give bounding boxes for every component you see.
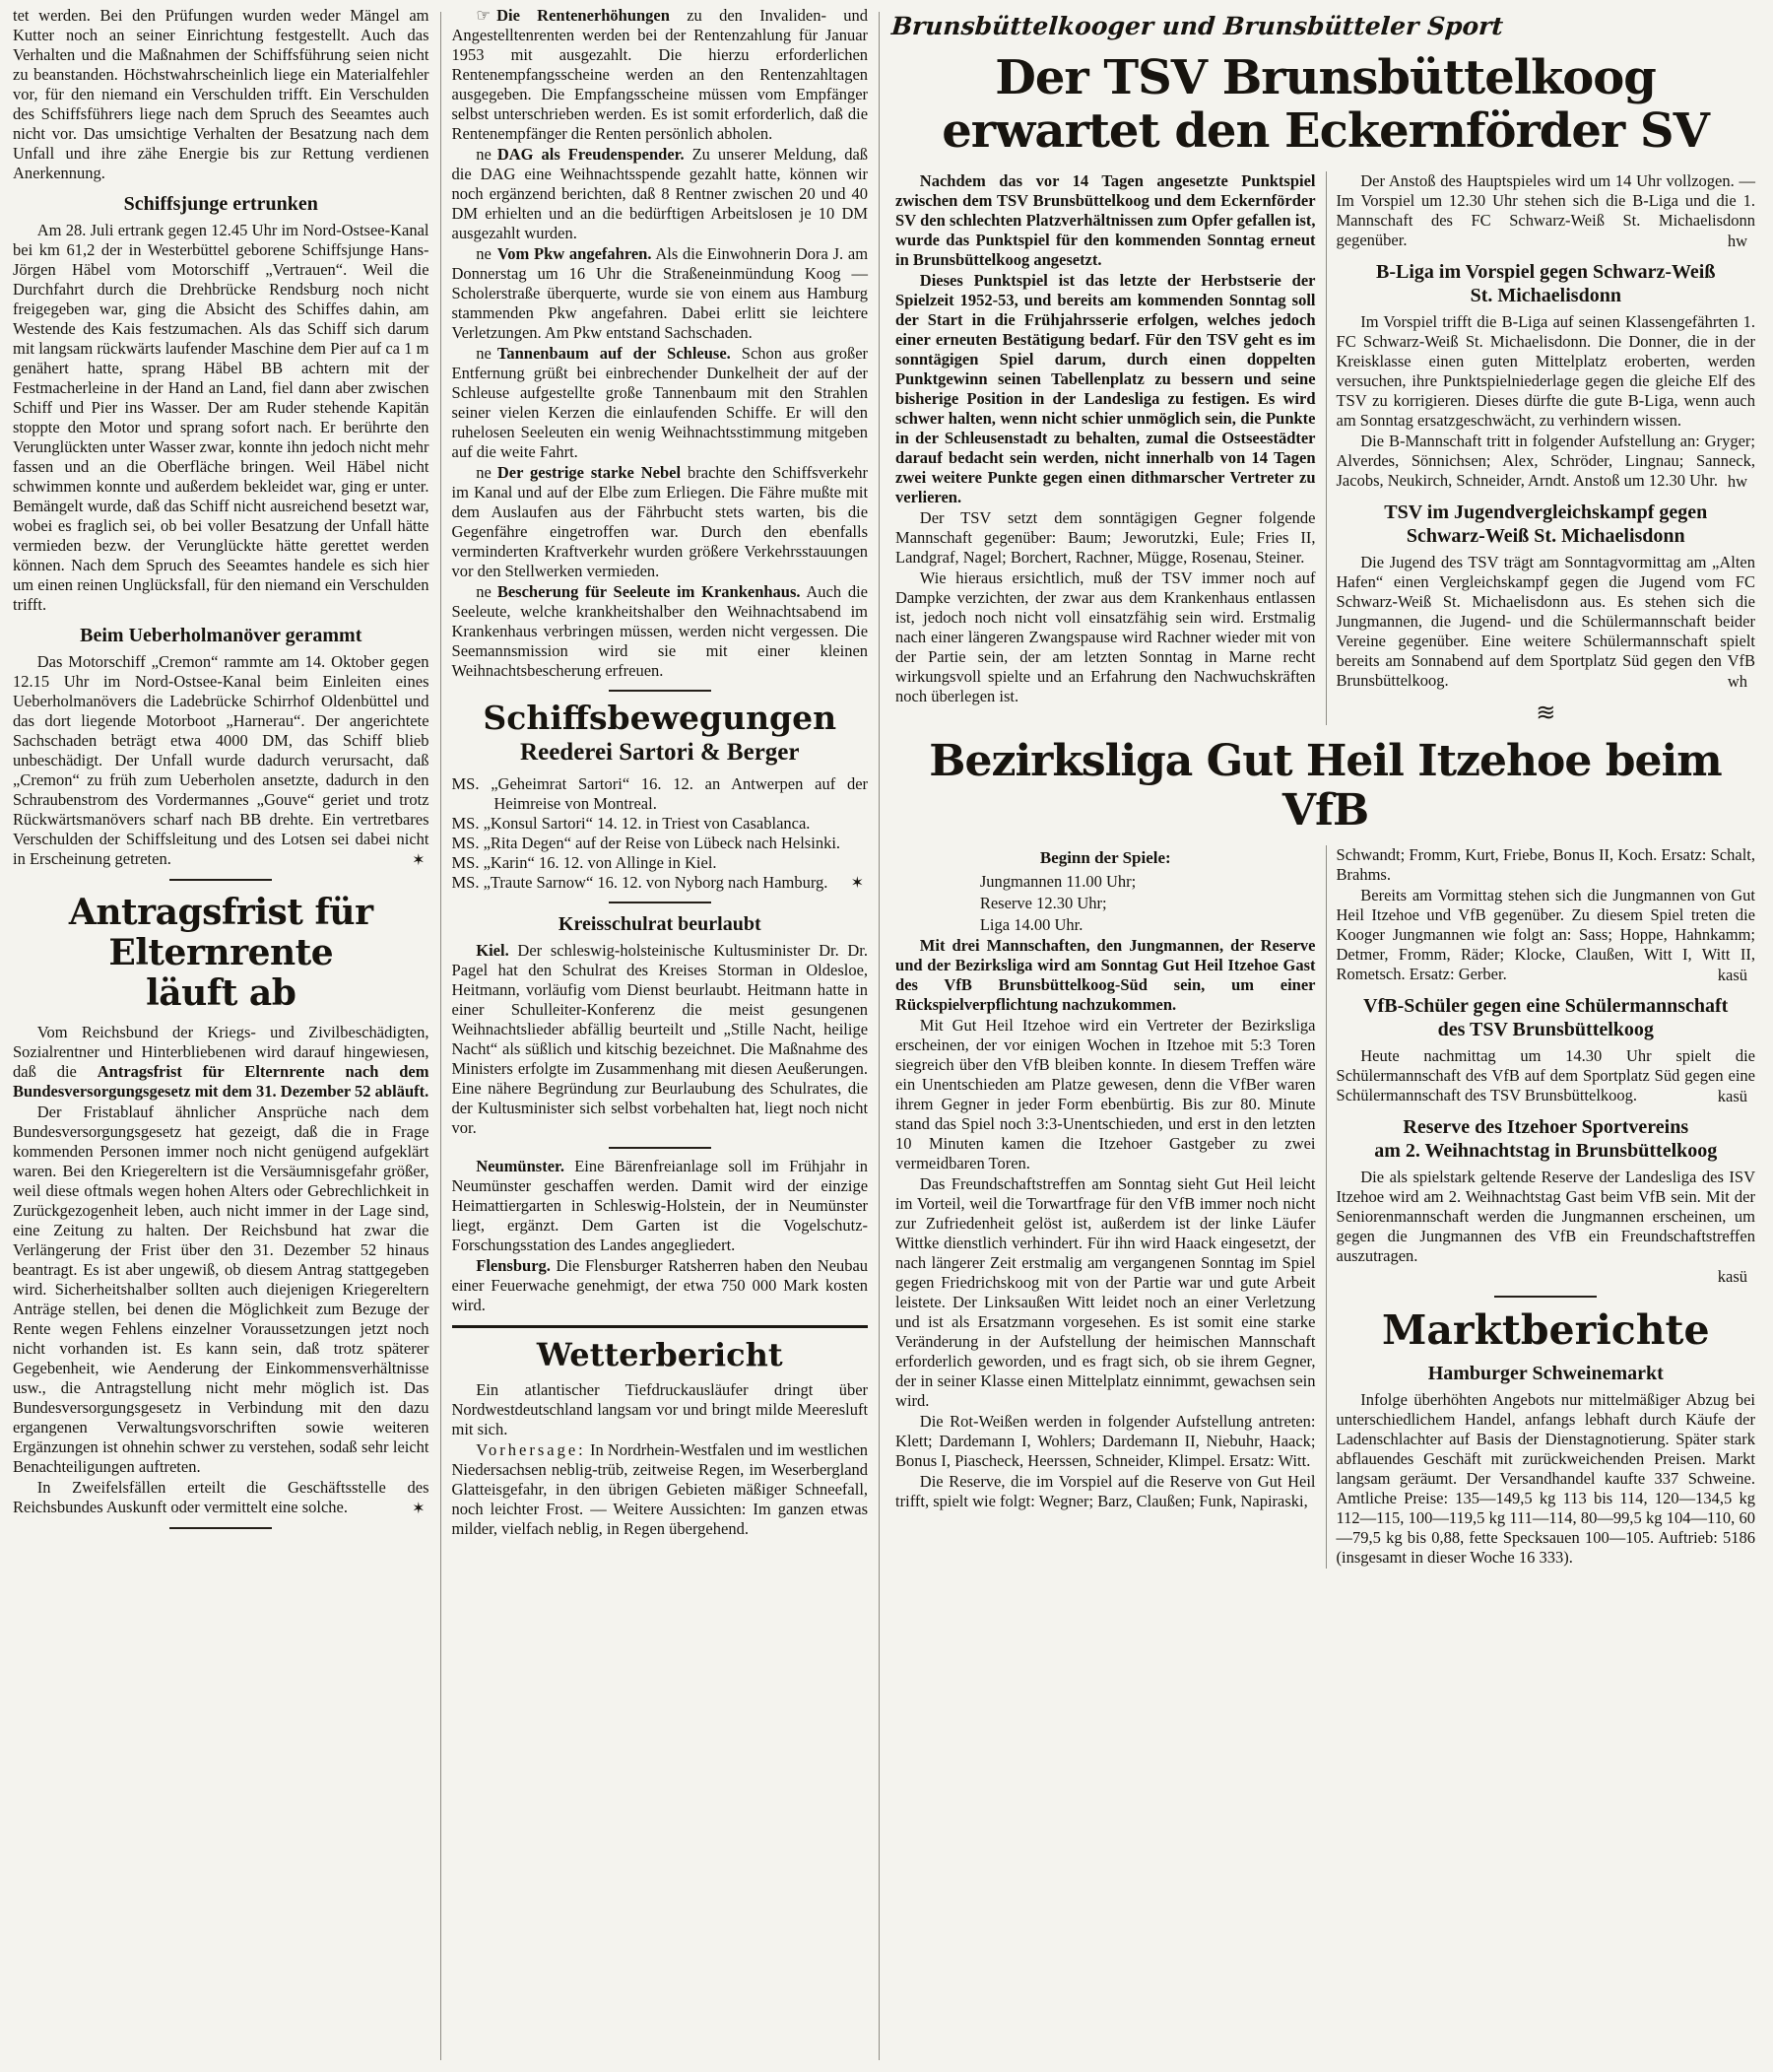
tsv-paragraph-4: Wie hieraus ersichtlich, muß der TSV immer noch auf Dampke verzichten, der zwar aus dem Krankenhaus entlassen ist, jedoch noch nicht voll einsatzfähig sein wird. Erstmalig nach einer längeren Zwangspause wird Rachner wieder mit von der Partie sein, der am letzten Sonntag in Marne recht wirkungsvoll spielte und an Erfahrung den Nachwuchskräften noch überlegen ist. [895,568,1316,705]
news-item-neumuenster [452,1157,869,1255]
sport-section-masthead: Brunsbüttelkooger und Brunsbütteler Sport [890,12,1505,40]
correspondent-signature: hw [1727,232,1747,250]
sport-headline-line1: Der TSV Brunsbüttelkoog [995,50,1656,105]
news-item-rentenerhoehungen [452,6,869,144]
article-text: Der schleswig-holsteinische Kultusminister Dr. Dr. Pagel hat den Schulrat des Kreises Storman in Oldesloe, Heitmann, vorläufig vom Dienst beurlaubt. Heitmann hatte in einer Schulleiter-Konferenz die meist gesungenen Weihnachtslieder abfällig beurteilt und „Stille Nacht, heilige Nacht“ als süßlich und kitschig bezeichnet. Die Maßnahme des Ministers erfolgte im Zusammenhang mit diesen Aeußerungen. Eine nähere Begründung zur Beurlaubung des Schulrates, die der Kultusminister sich selbst vorbehalten hat, liegt noch nicht vor. [451,941,869,1137]
title-line: des TSV Brunsbüttelkoog [1437,1019,1654,1040]
column-rule [440,12,441,2060]
correspondent-signature: wh [1727,672,1747,691]
dateline: Flensburg. [476,1256,551,1275]
article-title-schiffsjunge: Schiffsjunge ertrunken [123,193,318,215]
news-lead: Tannenbaum auf der Schleuse. [496,344,731,363]
column-3-lower [886,845,1325,1569]
dateline: Kiel. [476,941,509,960]
news-text: Eine Bärenfreianlage soll im Frühjahr in Neumünster geschaffen werden. Damit wird der einzige Heimattiergarten in Schleswig-Holstein, der in Neumünster liegt, ergänzt. Dem Garten ist die Vogelschutz-Forschungsstation des Landes angegliedert. [451,1157,869,1254]
title-line: TSV im Jugendvergleichskampf gegen [1384,501,1708,523]
heavy-rule [452,1325,869,1328]
column-rule [879,12,880,2060]
correspondent-signature: kasü [1717,966,1747,984]
marktberichte-body: Infolge überhöhten Angebots nur mittelmäßiger Abzug bei unterschiedlichem Handel, anfangs lebhaft durch Käufe der Ladenschlachter auf Basis der Dienstagnotierung. Später stark abflauendes Geschäft mit zurückweichenden Preisen. Markt langsam geräumt. Der Versandhandel kaufte 337 Schweine. Amtliche Preise: 135—149,5 kg 113 bis 114, 120—134,5 kg 112—115, 100—119,5 kg 111—114, 80—99,5 kg 104—110, 60—79,5 kg bis 0,88, fette Specksauen 100—105. Auftrieb: 5186 (insgesamt in dieser Woche 16 333). [1336,1390,1755,1567]
star-ornament-icon: ✶ [412,850,426,869]
news-item-bescherung [452,582,869,681]
match-times-title: Beginn der Spiele: [1039,848,1171,867]
match-time: Jungmannen 11.00 Uhr; [979,872,1137,891]
elternrente-paragraph-2: Der Fristablauf ähnlicher Ansprüche nach dem Bundesversorgungsgesetz hat gezeigt, daß die in Frage kommenden Personen immer noch nicht genügend aufgeklärt waren. Bei den Kriegereltern ist die Versäumnisgefahr größer, weil diese oftmals wegen hohen Alters oder Gebrechlichkeit in Zurückgezogenheit leben, auch nicht immer in der Lage sind, eine Zeitung zu halten. Der Reichsbund hat zwar die Verlängerung der Frist über den 31. Dezember 52 hinaus beantragt. Es ist aber ungewiß, ob diesem Antrag stattgegeben wird. Sicherheitshalber sollten auch diejenigen Kriegereltern Anträge stellen, bei denen die Möglichkeit zum Bezuge der Rente wegen Fehlens einzelner Voraussetzungen jetzt noch nicht vorhanden ist. Es kann sein, daß trotz späterer Gegebenheit, wie Aenderung der Einkommensverhältnisse usw., die Antragstellung nicht mehr möglich ist. Das Bundesversorgungsgesetz in Verbindung mit den dazu ergangenen Verwaltungsvorschriften sowie weiteren Ergänzungen ist ohnehin schwer zu verstehen, sodaß sehr leicht Benachteiligungen auftreten. [13,1103,429,1476]
news-text: brachte den Schiffsverkehr im Kanal und auf der Elbe zum Erliegen. Die Fähre mußte mit dem Auslaufen aus der Fährbucht stets warten, bis die Gegenfähre eingetroffen war. Durch den ebenfalls verminderten Kraftverkehr wurden größere Verkehrsstauungen vor den Stellwerken vermieden. [451,463,869,580]
column-4 [1326,171,1765,725]
section-divider [609,902,711,903]
ship-movement-item: MS. „Geheimrat Sartori“ 16. 12. an Antwerpen auf der Heimreise von Montreal. [451,774,869,813]
news-text: Auch die Seeleute, welche krankheitshalber den Weihnachtsabend im Krankenhaus verbringen müssen, werden nicht vergessen. Die Seemannsmission wird sie mit einer kleinen Weihnachtsbescherung erfreuen. [451,582,869,680]
weather-text: In Nordrhein-Westfalen und im westlichen Niedersachsen neblig-trüb, zeitweise Regen, im Weserbergland Glatteisgefahr, in den übrigen Gebieten mäßiger Schneefall, noch leichter Frost. — Weitere Aussichten: Im ganzen etwas milder, vielfach neblig, in Regen übergehend. [451,1440,869,1538]
weather-forecast-lead: Vorhersage: [476,1440,586,1459]
news-text: zu den Invaliden- und Angestelltenrenten werden bei der Rentenzahlung für Januar 1953 mit ausgezahlt. Die hierzu erforderlichen Rentenempfangsscheine werden an den Rentenzahltagen ausgegeben. Die Empfangsscheine müssen vom Empfänger selbst unterschrieben werden. Es ist somit erforderlich, daß die Rentenempfänger die Renten persönlich abholen. [451,6,869,143]
news-item-pkw [452,244,869,343]
pointer-ornament-icon: ☞ [476,6,492,25]
news-item-tannenbaum [452,344,869,462]
column-1 [4,6,438,2066]
article-body-kreisschulrat [452,941,869,1138]
news-item-flensburg [452,1256,869,1315]
article-title-ueberholmanoever: Beim Ueberholmanöver gerammt [80,625,362,646]
vfb-schueler-paragraph: Heute nachmittag um 14.30 Uhr spielt die Schülermannschaft des VfB auf dem Sportplatz Süd gegen eine Schülermannschaft des TSV Brunsbüttelkoog. [1336,1046,1755,1104]
column-4-lower [1326,845,1765,1569]
column-3 [886,171,1325,725]
jugend-paragraph: Die Jugend des TSV trägt am Sonntagvormittag am „Alten Hafen“ einen Vergleichskampf gegen die Jugend vom FC Schwarz-Weiß St. Michaelisdonn aus. Es stehen sich die Jungmannen, die Jugend- und die Schülermannschaft beider Vereine gegenüber. Eine weitere Schülermannschaft spielt bereits am Sonnabend auf dem Sportplatz Süd gegen den VfB Brunsbüttelkoog. [1336,553,1755,690]
tsv-lineup-paragraph: Der TSV setzt dem sonntägigen Gegner folgende Mannschaft gegenüber: Baum; Jeworutzki, Eule; Fries II, Landgraf, Nagel; Borchert, Rachner, Mügge, Rosenau, Steiner. [895,508,1316,567]
article-body-ueberholmanoever: Das Motorschiff „Cremon“ rammte am 14. Oktober gegen 12.15 Uhr im Nord-Ostsee-Kanal beim Einleiten eines Ueberholmanövers die Ladebrücke Schirrhof Oldenbüttel und das dort liegende Motorboot „Harnerau“. Der angerichtete Sachschaden beträgt etwa 4000 DM, das Schiff blieb unbeschädigt. Der Unfall wurde dadurch verursacht, daß „Cremon“ zu früh zum Ueberholen ansetzte, dadurch in den Schraubenstrom des Vordermannes „Gouve“ geriet und trotz Rückwärtsmanövers scharf nach BB drehte. Ein vertretbares Verschulden der Schiffsleitung und des Lotsen sei dabei nicht in Erscheinung getreten. [13,652,429,868]
section-title-marktberichte: Marktberichte [1381,1306,1710,1354]
subtitle-schweinemarkt: Hamburger Schweinemarkt [1427,1363,1664,1384]
title-line: Schwarz-Weiß St. Michaelisdonn [1406,525,1685,547]
news-text: Schon aus großer Entfernung grüßt bei einbrechender Dunkelheit der auf der Schleuse aufgestellte große Tannenbaum mit den Strahlen seiner vielen Kerzen die einlaufenden Schiffe. Er will den ruhelosen Seeleuten ein wenig Weihnachtsstimmung mitgeben auf die weite Fahrt. [451,344,869,461]
title-line: Reserve des Itzehoer Sportvereins [1403,1116,1689,1138]
anstoss-paragraph: Der Anstoß des Hauptspieles wird um 14 Uhr vollzogen. — Im Vorspiel um 12.30 Uhr stehen sich die B-Liga und die 1. Mannschaft des FC Schwarz-Weiß St. Michaelisdonn gegenüber. [1336,171,1755,249]
match-time: Liga 14.00 Uhr. [979,915,1084,934]
title-line: B-Liga im Vorspiel gegen Schwarz-Weiß [1376,261,1716,283]
correspondent-signature: kasü [1717,1087,1747,1105]
sport-section [882,6,1769,2066]
weather-paragraph-2 [452,1440,869,1539]
news-item-nebel [452,463,869,581]
match-time: Reserve 12.30 Uhr; [979,894,1107,912]
seeamt-article-continuation: tet werden. Bei den Prüfungen wurden weder Mängel am Kutter noch an seiner Einrichtung festgestellt. Auch das Verhalten und die Maßnahmen der Schiffsführung seien nicht zu beanstanden. Höchstwahrscheinlich liege ein Materialfehler vor, für den niemand ein Verschulden trifft. Ein Verschulden des Schiffsführers liege nach dem Spruch des Seeamtes auch nicht vor. Das umsichtige Verhalten der Besatzung nach dem Unfall und ihre zähe Energie bis zur Rettung verdienen Anerkennung. [13,6,429,182]
article-title-elternrente-line1: Antragsfrist für Elternrente [68,892,373,973]
news-lead: Der gestrige starke Nebel [496,463,682,482]
title-line: St. Michaelisdonn [1470,285,1621,306]
article-title-elternrente [13,893,429,1014]
news-lead: DAG als Freudenspender. [496,145,685,164]
b-liga-lineup-paragraph: Die B-Mannschaft tritt in folgender Aufstellung an: Gryger; Alverdes, Sönnichsen; Alex, Schröder, Lingnau; Sanneck, Jacobs, Neukirch, Schneider, Arndt. Anstoß um 12.30 Uhr. [1336,432,1755,490]
news-lead: Die Rentenerhöhungen [496,6,670,25]
sport-headline-line2: erwartet den Eckernförder SV [942,103,1709,159]
correspondent-signature: hw [1727,472,1747,491]
star-ornament-icon: ✶ [850,873,865,892]
correspondent-mark: ne [476,145,492,164]
bezirksliga-paragraph-3: Das Freundschaftstreffen am Sonntag sieht Gut Heil leicht im Vorteil, weil die Torwartfrage für den VfB immer noch nicht zur Zufriedenheit gelöst ist, außerdem ist der linke Läufer Wittke dienstlich verhindert. Für ihn wird Haack eingesetzt, der nach längerer Zeit erstmalig am vergangenen Sonntag im Spiel gegen Friedrichskoog mit von der Partie war und gute Arbeit leistete. Der Linksaußen Witt leidet noch an einer Verletzung und ist als Ersatzmann vorgesehen. Es ist somit eine starke Veränderung in der Aufstellung der heimischen Mannschaft erforderlich geworden, und es fragt sich, ob sie ihrem Gegner, der in seiner Klasse einen Mittelplatz einnimmt, gewachsen sein wird. [895,1174,1316,1410]
section-divider [1494,1296,1597,1298]
elternrente-paragraph-3: In Zweifelsfällen erteilt die Geschäftsstelle des Reichsbundes Auskunft oder vermittelt eine solche. [13,1478,429,1516]
section-title-schiffsbewegungen: Schiffsbewegungen [483,699,837,737]
news-lead: Bescherung für Seeleute im Krankenhaus. [496,582,801,601]
reserve-lineup-continuation: Schwandt; Fromm, Kurt, Friebe, Bonus II, Koch. Ersatz: Schalt, Brahms. [1336,845,1755,884]
ship-movement-item: MS. „Konsul Sartori“ 14. 12. in Triest von Casablanca. [451,814,811,833]
article-title-kreisschulrat: Kreisschulrat beurlaubt [558,913,761,935]
elternrente-paragraph-1 [13,1023,429,1102]
news-text: Zu unserer Meldung, daß die DAG eine Weihnachtsspende gezahlt hatte, können wir noch ergänzend berichten, daß 8 Rentner zwischen 20 und 40 DM erhielten und an die bedürftigen Arbeitslosen je 10 DM ausgezahlt wurden. [451,145,869,242]
news-lead: Vom Pkw angefahren. [496,244,652,263]
article-title-jugendvergleichskampf [1337,501,1755,548]
star-ornament-icon: ✶ [412,1499,426,1517]
section-divider [609,1147,711,1149]
bezirksliga-paragraph-1: Mit drei Mannschaften, den Jungmannen, der Reserve und der Bezirksliga wird am Sonntag Gut Heil Itzehoe Gast des VfB Brunsbüttelkoog-Süd sein, um einer Rückspielverpflichtung nachzukommen. [895,936,1316,1014]
correspondent-mark: ne [476,582,492,601]
elternrente-p1-bold: Antragsfrist für Elternrente nach dem Bundesversorgungsgesetz mit dem 31. Dezember 52 abläuft. [13,1062,429,1101]
vfb-lineup-paragraph: Die Rot-Weißen werden in folgender Aufstellung antreten: Klett; Dardemann I, Wohlers; Dardemann II, Niebuhr, Haack; Bonus I, Piascheck, Heerssen, Schneider, Klimpel. Ersatz: Witt. [895,1412,1316,1470]
dateline: Neumünster. [476,1157,564,1175]
article-title-elternrente-line2: läuft ab [146,972,296,1014]
bezirksliga-columns [886,845,1765,1569]
section-divider [169,879,272,881]
section-divider [609,690,711,692]
wave-ornament-icon: ≋ [1536,699,1556,726]
section-subtitle-reederei: Reederei Sartori & Berger [520,739,800,766]
b-liga-paragraph: Im Vorspiel trifft die B-Liga auf seinen Klassengefährten 1. FC Schwarz-Weiß St. Michaelisdonn. Die Donner, die in der Kreisklasse einen guten Mittelplatz eroberten, werden versuchen, ihre Punktspielniederlage gegen die gleiche Elf des TSV zu korrigieren. Dieses dürfte die gute B-Liga, wenn auch am Sonntag ersatzgeschwächt, zu verhindern wissen. [1336,312,1755,430]
tsv-paragraph-1: Nachdem das vor 14 Tagen angesetzte Punktspiel zwischen dem TSV Brunsbüttelkoog und dem Eckernförder SV den schlechten Platzverhältnissen zum Opfer gefallen ist, wurde das Punktspiel für den kommenden Sonntag erneut in Brunsbüttelkoog angesetzt. [895,171,1316,269]
news-item-dag [452,145,869,243]
article-title-isv-reserve [1337,1115,1755,1163]
article-title-vfb-schueler [1337,994,1755,1041]
news-text: Die Flensburger Ratsherren haben den Neubau einer Feuerwache genehmigt, der etwa 750 000 Mark kosten wird. [451,1256,869,1314]
title-line: am 2. Weihnachtstag in Brunsbüttelkoog [1374,1140,1718,1162]
article-body-schiffsjunge: Am 28. Juli ertrank gegen 12.45 Uhr im Nord-Ostsee-Kanal bei km 61,2 der in Westerbüttel geborene Schiffsjunge Hans-Jörgen Häbel vom Motorschiff „Vertrauen“. Weil die Durchfahrt durch die Drehbrücke Rendsburg noch nicht freigegeben war, ging die Absicht des Schiffes dahin, am Westende des Kais festzumachen. Als das Schiff sich darum mit langsam rückwärts laufender Maschine dem Pier auf ca 1 m genähert hatte, sprang Häbel BB achtern mit der Festmacherleine in der Hand an Land, fiel dann aber zwischen Schiff und Pier ins Wasser. Der am Ruder stehende Kapitän stoppte den Motor und sprang sofort nach. Er berührte den Verunglückten unter Wasser zwar, konnte ihn jedoch nicht mehr fassen und an die Oberfläche bringen. Weil Häbel nicht schwimmen konnte und außerdem bekleidet war, ging er unter. Bemängelt wurde, daß das Schiff nicht ausreichend besetzt war, wobei es fraglich sei, ob bei voller Besatzung der Unfall hätte vermieden bezw. der Verunglückte hätte gerettet werden können. Nach dem Spruch des Seeamtes handele es sich hier um einen reinen Unglücksfall, für den niemand ein Verschulden trifft. [13,221,429,614]
weather-paragraph-1: Ein atlantischer Tiefdruckausläufer dringt über Nordwestdeutschland langsam vor und bringt milde Meeresluft mit sich. [451,1380,869,1438]
bezirksliga-paragraph-2: Mit Gut Heil Itzehoe wird ein Vertreter der Bezirksliga erscheinen, der vor einigen Wochen in Itzehoe mit 5:3 Toren siegreich über den VfB bleiben konnte. In diesem Treffen wäre ein Unentschieden am Platze gewesen, denn die VfBer waren ihrem Gegner in jeder Form ebenbürtig. Bis zur 80. Minute stand das Spiel noch 3:3-Unentschieden, und erst in den letzten 10 Minuten kamen die Itzehoer Gastgeber zu zwei vermeidbaren Toren. [895,1016,1316,1172]
correspondent-mark: ne [476,463,492,482]
correspondent-signature: kasü [1717,1267,1747,1286]
section-title-wetterbericht: Wetterbericht [536,1336,783,1373]
title-line: VfB-Schüler gegen eine Schülermannschaft [1363,995,1729,1017]
tsv-paragraph-2: Dieses Punktspiel ist das letzte der Herbstserie der Spielzeit 1952-53, und bereits am kommenden Sonntag soll der Start in die Frühjahrsserie erfolgen, welches jedoch einer erneuten Bestätigung bedarf. Für den TSV geht es im sonntägigen Spiel darum, durch einen doppelten Punktgewinn seinen Tabellenplatz zu bessern und seine bisherige Position in der Landesliga zu festigen. Es wird schwer halten, wenn nicht schier unmöglich sein, die Punkte in der Schleusenstadt zu behalten, zumal die Ostseestädter darauf bedacht sein werden, nicht innerhalb von 14 Tagen zwei weitere Punkte gegen einen dithmarscher Vertreter zu verlieren. [895,271,1316,506]
news-text: Als die Einwohnerin Dora J. am Donnerstag um 16 Uhr die Straßeneinmündung Koog — Scholerstraße überquerte, wurde sie von einem aus Hamburg stammenden Pkw angefahren. Dabei erlitt sie leichtere Verletzungen. Am Pkw entstand Sachschaden. [451,244,869,342]
jungmannen-paragraph: Bereits am Vormittag stehen sich die Jungmannen von Gut Heil Itzehoe und VfB gegenüber. Zu diesem Spiel treten die Kooger Jungmannen wie folgt an: Sass; Hoppe, Hahnkamm; Detmer, Fromm, Räder; Klocke, Claußen, Witt I, Witt II, Rometsch. Ersatz: Gerber. [1336,886,1755,983]
article-title-b-liga [1337,260,1755,307]
column-2 [443,6,878,2066]
bezirksliga-headline: Bezirksliga Gut Heil Itzehoe beim VfB [929,736,1722,835]
correspondent-mark: ne [476,344,492,363]
section-divider [169,1527,272,1529]
sport-main-headline [886,51,1765,158]
correspondent-mark: ne [476,244,492,263]
isv-reserve-paragraph: Die als spielstark geltende Reserve der Landesliga des ISV Itzehoe wird am 2. Weihnachtstag Gast beim VfB sein. Mit der Seniorenmannschaft werden die Jungmannen erscheinen, um gegen die Jungmannen des VfB ein Freundschaftstreffen auszutragen. [1336,1168,1755,1265]
reserve-lineup-paragraph: Die Reserve, die im Vorspiel auf die Reserve von Gut Heil trifft, spielt wie folgt: Wegner; Barz, Claußen; Funk, Napiraski, [895,1472,1316,1510]
elternrente-p1-regular: Vom Reichsbund der Kriegs- und Zivilbeschädigten, Sozialrentner und Hinterbliebenen wird darauf hingewiesen, daß die [13,1023,429,1081]
ship-movement-item: MS. „Karin“ 16. 12. von Allinge in Kiel. [451,853,717,872]
sport-article-columns [886,171,1765,725]
ship-movement-item: MS. „Rita Degen“ auf der Reise von Lübeck nach Helsinki. [451,834,841,852]
ship-movement-item: MS. „Traute Sarnow“ 16. 12. von Nyborg nach Hamburg. [451,873,828,892]
